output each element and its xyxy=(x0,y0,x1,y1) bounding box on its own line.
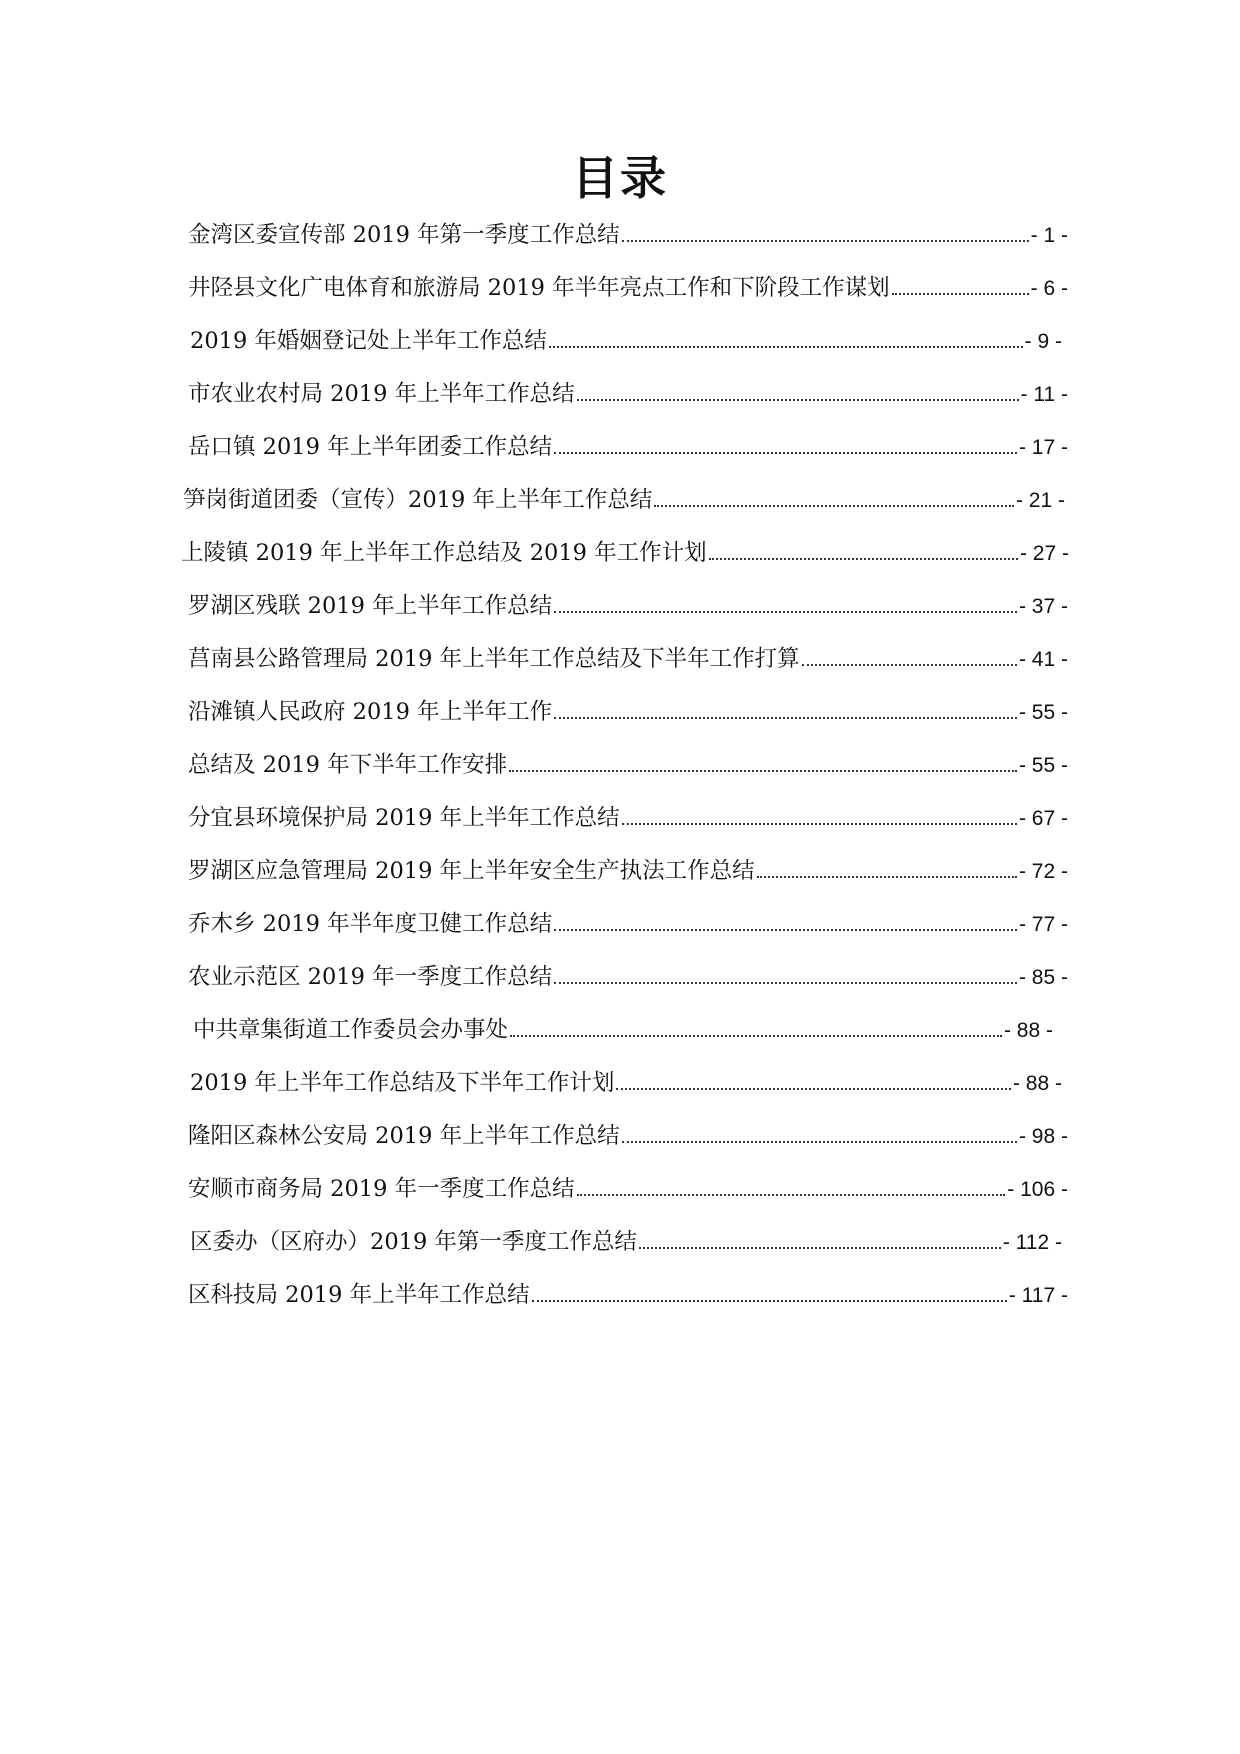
toc-entry[interactable] xyxy=(188,798,1068,838)
dot-leader xyxy=(510,1034,1002,1037)
dot-leader xyxy=(622,239,1029,242)
toc-entry-label: 安顺市商务局 2019 年一季度工作总结 xyxy=(188,1176,575,1202)
toc-entry[interactable] xyxy=(183,480,1065,520)
toc-entry[interactable] xyxy=(188,904,1068,944)
dot-leader xyxy=(892,292,1029,295)
toc-entry-page: - 55 - xyxy=(1018,754,1068,777)
dot-leader xyxy=(577,398,1019,401)
toc-entry-page: - 72 - xyxy=(1018,860,1068,883)
toc-entry-page: - 37 - xyxy=(1018,595,1068,618)
dot-leader xyxy=(577,1193,1006,1196)
toc-entry-page: - 88 - xyxy=(1012,1072,1062,1095)
toc-entry[interactable] xyxy=(193,1010,1053,1050)
toc-entry-page: - 17 - xyxy=(1018,436,1068,459)
dot-leader xyxy=(532,1299,1007,1302)
toc-entry[interactable] xyxy=(188,851,1068,891)
toc-entry-label: 罗湖区残联 2019 年上半年工作总结 xyxy=(188,593,553,619)
toc-entry-label: 乔木乡 2019 年半年度卫健工作总结 xyxy=(188,911,553,937)
dot-leader xyxy=(509,769,1017,772)
dot-leader xyxy=(554,928,1017,931)
dot-leader xyxy=(639,1246,1001,1249)
toc-entry[interactable] xyxy=(188,1275,1068,1315)
toc-entry[interactable] xyxy=(188,745,1068,785)
dot-leader xyxy=(554,981,1017,984)
dot-leader xyxy=(757,875,1017,878)
toc-entry[interactable] xyxy=(190,1063,1062,1103)
dot-leader xyxy=(549,345,1023,348)
toc-entry[interactable] xyxy=(190,321,1062,361)
toc-entry-label: 罗湖区应急管理局 2019 年上半年安全生产执法工作总结 xyxy=(188,858,755,884)
toc-entry[interactable] xyxy=(188,957,1068,997)
toc-entry-label: 隆阳区森林公安局 2019 年上半年工作总结 xyxy=(188,1123,620,1149)
toc-entry-label: 金湾区委宣传部 2019 年第一季度工作总结 xyxy=(188,222,620,248)
toc-entry-label: 农业示范区 2019 年一季度工作总结 xyxy=(188,964,553,990)
toc-entry-page: - 41 - xyxy=(1018,648,1068,671)
dot-leader xyxy=(616,1087,1011,1090)
toc-entry-label: 区委办（区府办）2019 年第一季度工作总结 xyxy=(190,1229,637,1255)
toc-entry[interactable] xyxy=(188,374,1068,414)
toc-title: 目录 xyxy=(572,151,668,205)
toc-entry-label: 市农业农村局 2019 年上半年工作总结 xyxy=(188,381,575,407)
toc-entry-label: 笋岗街道团委（宣传）2019 年上半年工作总结 xyxy=(183,487,653,513)
toc-entry[interactable] xyxy=(188,692,1068,732)
dot-leader xyxy=(554,716,1017,719)
toc-entry-page: - 112 - xyxy=(1002,1231,1062,1254)
toc-entry-page: - 1 - xyxy=(1030,224,1068,247)
toc-entry[interactable] xyxy=(188,1169,1068,1209)
toc-entry-page: - 27 - xyxy=(1019,542,1069,565)
toc-entry-label: 中共章集街道工作委员会办事处 xyxy=(193,1017,509,1043)
toc-entry[interactable] xyxy=(188,268,1068,308)
toc-entry-page: - 85 - xyxy=(1018,966,1068,989)
toc-entry-page: - 77 - xyxy=(1018,913,1068,936)
toc-entry-label: 沿滩镇人民政府 2019 年上半年工作 xyxy=(188,699,553,725)
toc-entry-page: - 98 - xyxy=(1018,1125,1068,1148)
dot-leader xyxy=(622,1140,1017,1143)
dot-leader xyxy=(554,610,1017,613)
toc-entry-label: 莒南县公路管理局 2019 年上半年工作总结及下半年工作打算 xyxy=(188,646,800,672)
toc-entry[interactable] xyxy=(181,533,1069,573)
toc-entry-page: - 6 - xyxy=(1030,277,1068,300)
dot-leader xyxy=(654,504,1014,507)
toc-entry-page: - 106 - xyxy=(1007,1178,1068,1201)
dot-leader xyxy=(802,663,1017,666)
toc-entry[interactable] xyxy=(188,586,1068,626)
dot-leader xyxy=(554,451,1017,454)
toc-entry-label: 总结及 2019 年下半年工作安排 xyxy=(188,752,508,778)
toc-entry[interactable] xyxy=(188,215,1068,255)
toc-entry-page: - 9 - xyxy=(1024,330,1062,353)
toc-entry-page: - 67 - xyxy=(1018,807,1068,830)
toc-entry-label: 岳口镇 2019 年上半年团委工作总结 xyxy=(188,434,553,460)
toc-entry-page: - 11 - xyxy=(1020,383,1068,406)
toc-entry-label: 上陵镇 2019 年上半年工作总结及 2019 年工作计划 xyxy=(181,540,707,566)
dot-leader xyxy=(709,557,1018,560)
toc-entry-page: - 117 - xyxy=(1008,1284,1068,1307)
toc-entry[interactable] xyxy=(188,639,1068,679)
toc-entry-page: - 88 - xyxy=(1003,1019,1053,1042)
toc-entry-label: 分宜县环境保护局 2019 年上半年工作总结 xyxy=(188,805,620,831)
toc-entry-page: - 55 - xyxy=(1018,701,1068,724)
toc-entry-label: 区科技局 2019 年上半年工作总结 xyxy=(188,1282,530,1308)
toc-entry-label: 井陉县文化广电体育和旅游局 2019 年半年亮点工作和下阶段工作谋划 xyxy=(188,275,890,301)
toc-entry[interactable] xyxy=(190,1222,1062,1262)
toc-entry-label: 2019 年婚姻登记处上半年工作总结 xyxy=(190,328,547,354)
toc-entry-label: 2019 年上半年工作总结及下半年工作计划 xyxy=(190,1070,615,1096)
toc-entry[interactable] xyxy=(188,1116,1068,1156)
dot-leader xyxy=(622,822,1017,825)
toc-entry[interactable] xyxy=(188,427,1068,467)
toc-entry-page: - 21 - xyxy=(1015,489,1065,512)
